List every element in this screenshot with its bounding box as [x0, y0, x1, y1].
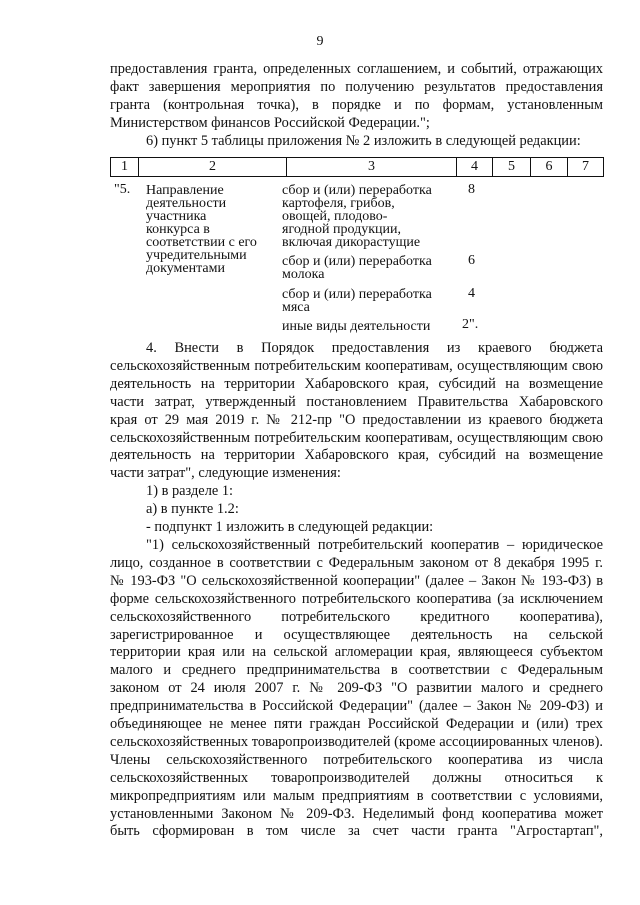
- text-line: ягодной продукции,: [282, 222, 402, 237]
- text-line: сбор и (или) переработка: [282, 183, 432, 198]
- text-line: Министерством финансов Российской Федерации.";: [110, 114, 430, 131]
- text-line: Члены сельскохозяйственного потребительского кооператива из числа: [110, 751, 603, 768]
- text-line: картофеля, грибов,: [282, 196, 395, 211]
- score-value: 8: [468, 182, 475, 197]
- text-line: гранта (контрольная точка), в порядке и по формам, установленным: [110, 96, 603, 113]
- header-cell: 4: [457, 158, 493, 177]
- text-line: лицо, созданное в соответствии с Федеральным законом от 8 декабря 1995 г.: [110, 554, 603, 571]
- header-cell: 3: [287, 158, 457, 177]
- text-line: факт завершения мероприятия по получению результатов предоставления: [110, 78, 603, 95]
- text-line: форме сельскохозяйственного потребительского кооператива (за исключением: [110, 590, 603, 607]
- text-line: установленными Законом № 209-ФЗ. Неделимый фонд кооператива может: [110, 805, 603, 822]
- header-cell: 6: [531, 158, 568, 177]
- activity-cell: [282, 288, 432, 314]
- text-line: "1) сельскохозяйственный потребительский кооператив – юридическое: [146, 536, 603, 553]
- text-line: предпринимательства в Российской Федерации" (далее – Закон № 209-ФЗ) и: [110, 698, 603, 715]
- score-value: 4: [468, 286, 475, 301]
- text-line: конкурса в: [146, 222, 210, 237]
- text-line: деятельность на территории Хабаровского края, субсидий на возмещение: [110, 447, 603, 464]
- text-line: Направление: [146, 183, 224, 198]
- item-4-paragraph: [110, 340, 603, 841]
- text-line: части затрат, утвержденный постановлением Правительства Хабаровского: [110, 393, 603, 410]
- intro-paragraph: [110, 61, 603, 151]
- text-line: учредительными: [146, 248, 247, 263]
- text-line: сбор и (или) переработка: [282, 254, 432, 269]
- text-line: документами: [146, 261, 225, 276]
- text-line: сельскохозяйственным потребительским кооперативам, осуществляющим свою: [110, 357, 603, 374]
- text-line: включая дикорастущие: [282, 235, 421, 250]
- item-6-heading: 6) пункт 5 таблицы приложения № 2 изложить в следующей редакции:: [146, 132, 581, 149]
- text-line: края от 29 мая 2019 г. № 212-пр "О предоставлении из краевого бюджета: [110, 411, 603, 428]
- direction-cell: [146, 184, 257, 275]
- text-line: № 193-ФЗ "О сельскохозяйственной кооперации" (далее – Закон № 193-ФЗ) в: [110, 572, 603, 589]
- text-line: 4. Внести в Порядок предоставления из краевого бюджета: [146, 340, 603, 356]
- text-line: предоставления гранта, определенных соглашением, и событий, отражающих: [110, 61, 603, 77]
- text-line: объединяющее не менее пяти граждан Российской Федерации и (или) трех: [110, 716, 603, 733]
- text-line: микропредприятиям или малым предприятиям в соответствии с условиями,: [110, 787, 603, 804]
- text-line: сбор и (или) переработка: [282, 287, 432, 302]
- text-line: малого и среднего предпринимательства в соответствии с Федеральным: [110, 662, 603, 679]
- activity-cell: [282, 255, 432, 281]
- text-line: иные виды деятельности: [282, 319, 431, 334]
- text-line: мяса: [282, 300, 310, 315]
- text-line: территории края или на сельской агломерации края, являющееся субъектом: [110, 644, 603, 661]
- header-cell: 1: [111, 158, 139, 177]
- text-line: овощей, плодово-: [282, 209, 388, 224]
- subitem-dash: - подпункт 1 изложить в следующей редакции:: [146, 519, 434, 536]
- text-line: зарегистрированное и осуществляющее деятельность на сельской: [110, 626, 603, 643]
- text-line: части затрат", следующие изменения:: [110, 465, 341, 482]
- appendix-table: [110, 157, 603, 334]
- row-number: "5.: [114, 182, 131, 197]
- table-header-row: [110, 157, 604, 177]
- text-line: быть сформирован в том числе за счет части гранта "Агростартап",: [110, 823, 603, 840]
- activity-cell: [282, 320, 430, 333]
- text-line: сельскохозяйственного потребительского кредитного кооператива),: [110, 608, 603, 625]
- text-line: сельскохозяйственных товаропроизводителей должны относиться к: [110, 769, 603, 786]
- subitem-1: 1) в разделе 1:: [146, 483, 234, 500]
- score-value: 2".: [462, 317, 479, 332]
- header-cell: 7: [568, 158, 604, 177]
- header-cell: 5: [493, 158, 531, 177]
- text-line: сельскохозяйственных товаропроизводителей (кроме ассоциированных членов).: [110, 733, 603, 750]
- score-value: 6: [468, 253, 475, 268]
- text-line: законом от 24 июля 2007 г. № 209-ФЗ "О развитии малого и среднего: [110, 680, 603, 697]
- subitem-a: а) в пункте 1.2:: [146, 501, 239, 518]
- text-line: деятельность на территории Хабаровского края, субсидий на возмещение: [110, 375, 603, 392]
- text-line: деятельности: [146, 196, 227, 211]
- activity-cell: [282, 184, 432, 249]
- header-cell: 2: [139, 158, 287, 177]
- text-line: сельскохозяйственным потребительским кооперативам, осуществляющим свою: [110, 429, 603, 446]
- text-line: соответствии с его: [146, 235, 257, 250]
- text-line: молока: [282, 267, 325, 282]
- page-number: 9: [316, 34, 324, 49]
- text-line: участника: [146, 209, 207, 224]
